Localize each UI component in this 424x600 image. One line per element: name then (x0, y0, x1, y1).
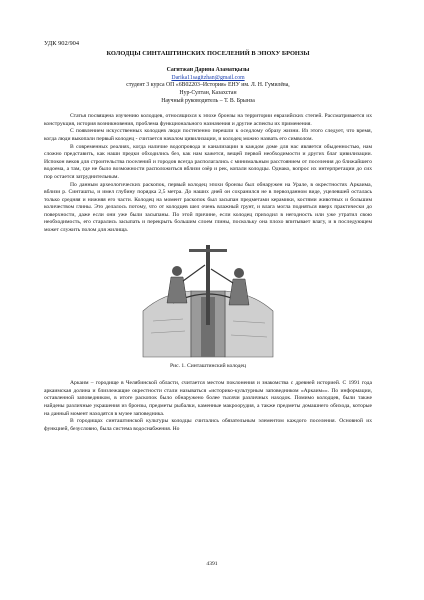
paragraph: Статья посвящена изучению колодцев, относящихся к эпохе бронзы на территории евразийских степей. Рассматривается их конструкция, история возникновения, проблема функционального назначения и другие аспекты их применения. (44, 113, 372, 127)
figure-caption: Рис. 1. Синташтинский колодец (170, 362, 246, 369)
well-illustration (133, 241, 283, 359)
author-email-link[interactable]: Darika11sagitzhan@gmail.com (171, 74, 245, 81)
paragraph: По данным археологических раскопок, первый колодец эпохи бронзы был обнаружен на Урале, в окрестностях Аркаима, вблизи р. Синташты, и имел глубину порядка 2,5 метра. До наших дней он сохранился не в первозданном виде, уцелевшей осталась только средняя и нижняя его части. Колодец на момент раскопок был засыпан предметами керамики, костями животных и большим количеством глины. Это делалось потому, что от колодцев шел очень влажный грунт, и влага могла подняться вверх практически до поверхности, даже если они уже были засыпаны. По этой причине, если колодец приходил в негодность или уже утратил свою необходимость, его старались засыпать и перекрыть большим слоем глины, поскольку она плохо впитывает влагу, и в последующем может служить полом для жилища. (44, 181, 372, 234)
paragraph: В городищах синташтинской культуры колодцы считались обязательным элементом каждого поселения. Основной их функцией, безусловно, была система водоснабжения. Но (44, 418, 372, 432)
paper-title: КОЛОДЦЫ СИНТАШТИНСКИХ ПОСЕЛЕНИЙ В ЭПОХУ БРОНЗЫ (106, 49, 310, 57)
author-block (44, 67, 372, 105)
paragraph: В современных реалиях, когда наличие водопровода и канализации в каждом доме для нас является обыденностью, нам сложно представить, как наши предки обходились без, как нам кажется, вещей первой необходимости и других благ цивилизации. Испокон веков для строительства поселений и городов всегда располагались с минимальным расстоянием от поселения до ближайшего водоема, а там, где не было возможности расположиться вблизи озёр и рек, копали колодцы. Однако, вопрос их интерпретации до сих пор остается затруднительным. (44, 143, 372, 180)
udk-code: УДК 902/904 (44, 40, 80, 47)
author-name: Сагитжан Дарина Азаматқызы (166, 67, 250, 74)
figure (44, 241, 372, 359)
author-city: Нур-Султан, Казахстан (179, 89, 237, 96)
page-number: 4391 (206, 561, 218, 567)
author-affiliation: студент 3 курса ОП «6В02203–История» ЕНУ им. Л. Н. Гумилёва, (126, 82, 290, 89)
supervisor: Научный руководитель – Т. В. Брынза (161, 97, 255, 104)
paragraph: Аркаим – городище в Челябинской области, считается местом поклонения и знакомства с древней историей. С 1991 года аркаимская долина и близлежащие окрестности стали называться «историко-культурным заповедником «Аркаим»». По информации, оставленной заповедником, в итоге раскопок было обнаружено более тысячи различных находок. Помимо колодцев, были также найдены различные украшения из бронзы, предметы рыбалки, каменные макроорудия, а также предметы домашнего обихода, которые на данный момент находятся в музее заповедника. (44, 380, 372, 417)
paragraph: С появлением искусственных колодцев люди постепенно перешли к оседлому образу жизни. Из этого следует, что время, когда люди выкопали первый колодец - считается началом цивилизации, и колодец можно назвать его символом. (44, 128, 372, 142)
